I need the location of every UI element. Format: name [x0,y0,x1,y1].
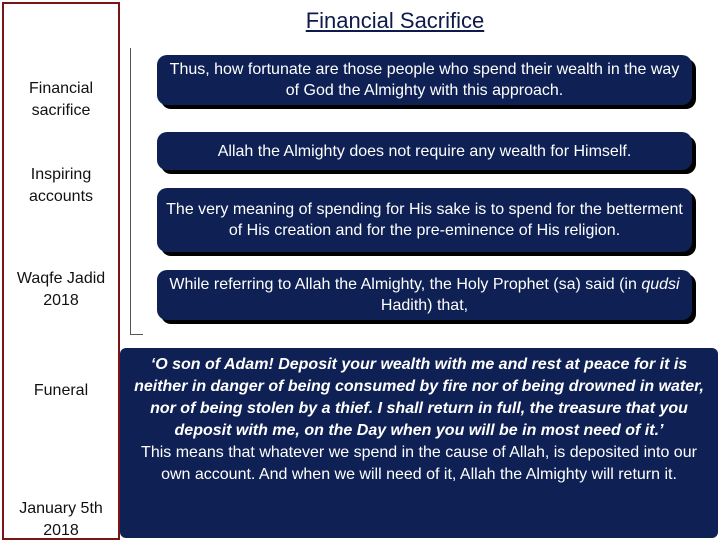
statement-box-meaning-of-spending [157,188,692,252]
sidebar [2,2,120,540]
statement-text [165,274,684,316]
statement-box-hadith-intro [157,270,692,320]
sidebar-item-waqfe-jadid[interactable]: Waqfe Jadid 2018 [16,270,106,309]
sidebar-item-funeral[interactable]: Funeral [33,382,89,399]
statement-text-italic: qudsi [641,276,680,293]
sidebar-item-financial-sacrifice[interactable]: Financial sacrifice [28,80,94,119]
sidebar-item-inspiring-accounts[interactable]: Inspiring accounts [28,166,94,205]
statement-text-after: Hadith) that, [380,297,469,314]
statement-text: The very meaning of spending for His sake is to spend for the betterment of His creation and for the pre-eminence of His religion. [166,201,683,239]
statement-box-fortunate [157,55,692,105]
page-title: Financial Sacrifice [305,8,485,33]
statement-box-no-wealth-needed [157,132,692,170]
hadith-quote: ‘O son of Adam! Deposit your wealth with me and rest at peace for it is neither in danger of being consumed by fire nor of being drowned in water, nor of being stolen by a thief. I shall return in full, the treasure that you deposit with me, on the Day when you will be in most need of it.’ [134,356,704,439]
statement-text-before: While referring to Allah the Almighty, the Holy Prophet (sa) said (in [169,276,642,293]
statement-text: Thus, how fortunate are those people who spend their wealth in the way of God the Almighty with this approach. [169,61,680,99]
sidebar-item-date[interactable]: January 5th 2018 [19,500,103,539]
statement-text: Allah the Almighty does not require any wealth for Himself. [217,142,632,160]
connector-line [130,48,143,335]
hadith-quote-box [120,348,718,538]
hadith-explanation: This means that whatever we spend in the cause of Allah, is deposited into our own account. And when we will need of it, Allah the Almighty will return it. [141,444,697,483]
